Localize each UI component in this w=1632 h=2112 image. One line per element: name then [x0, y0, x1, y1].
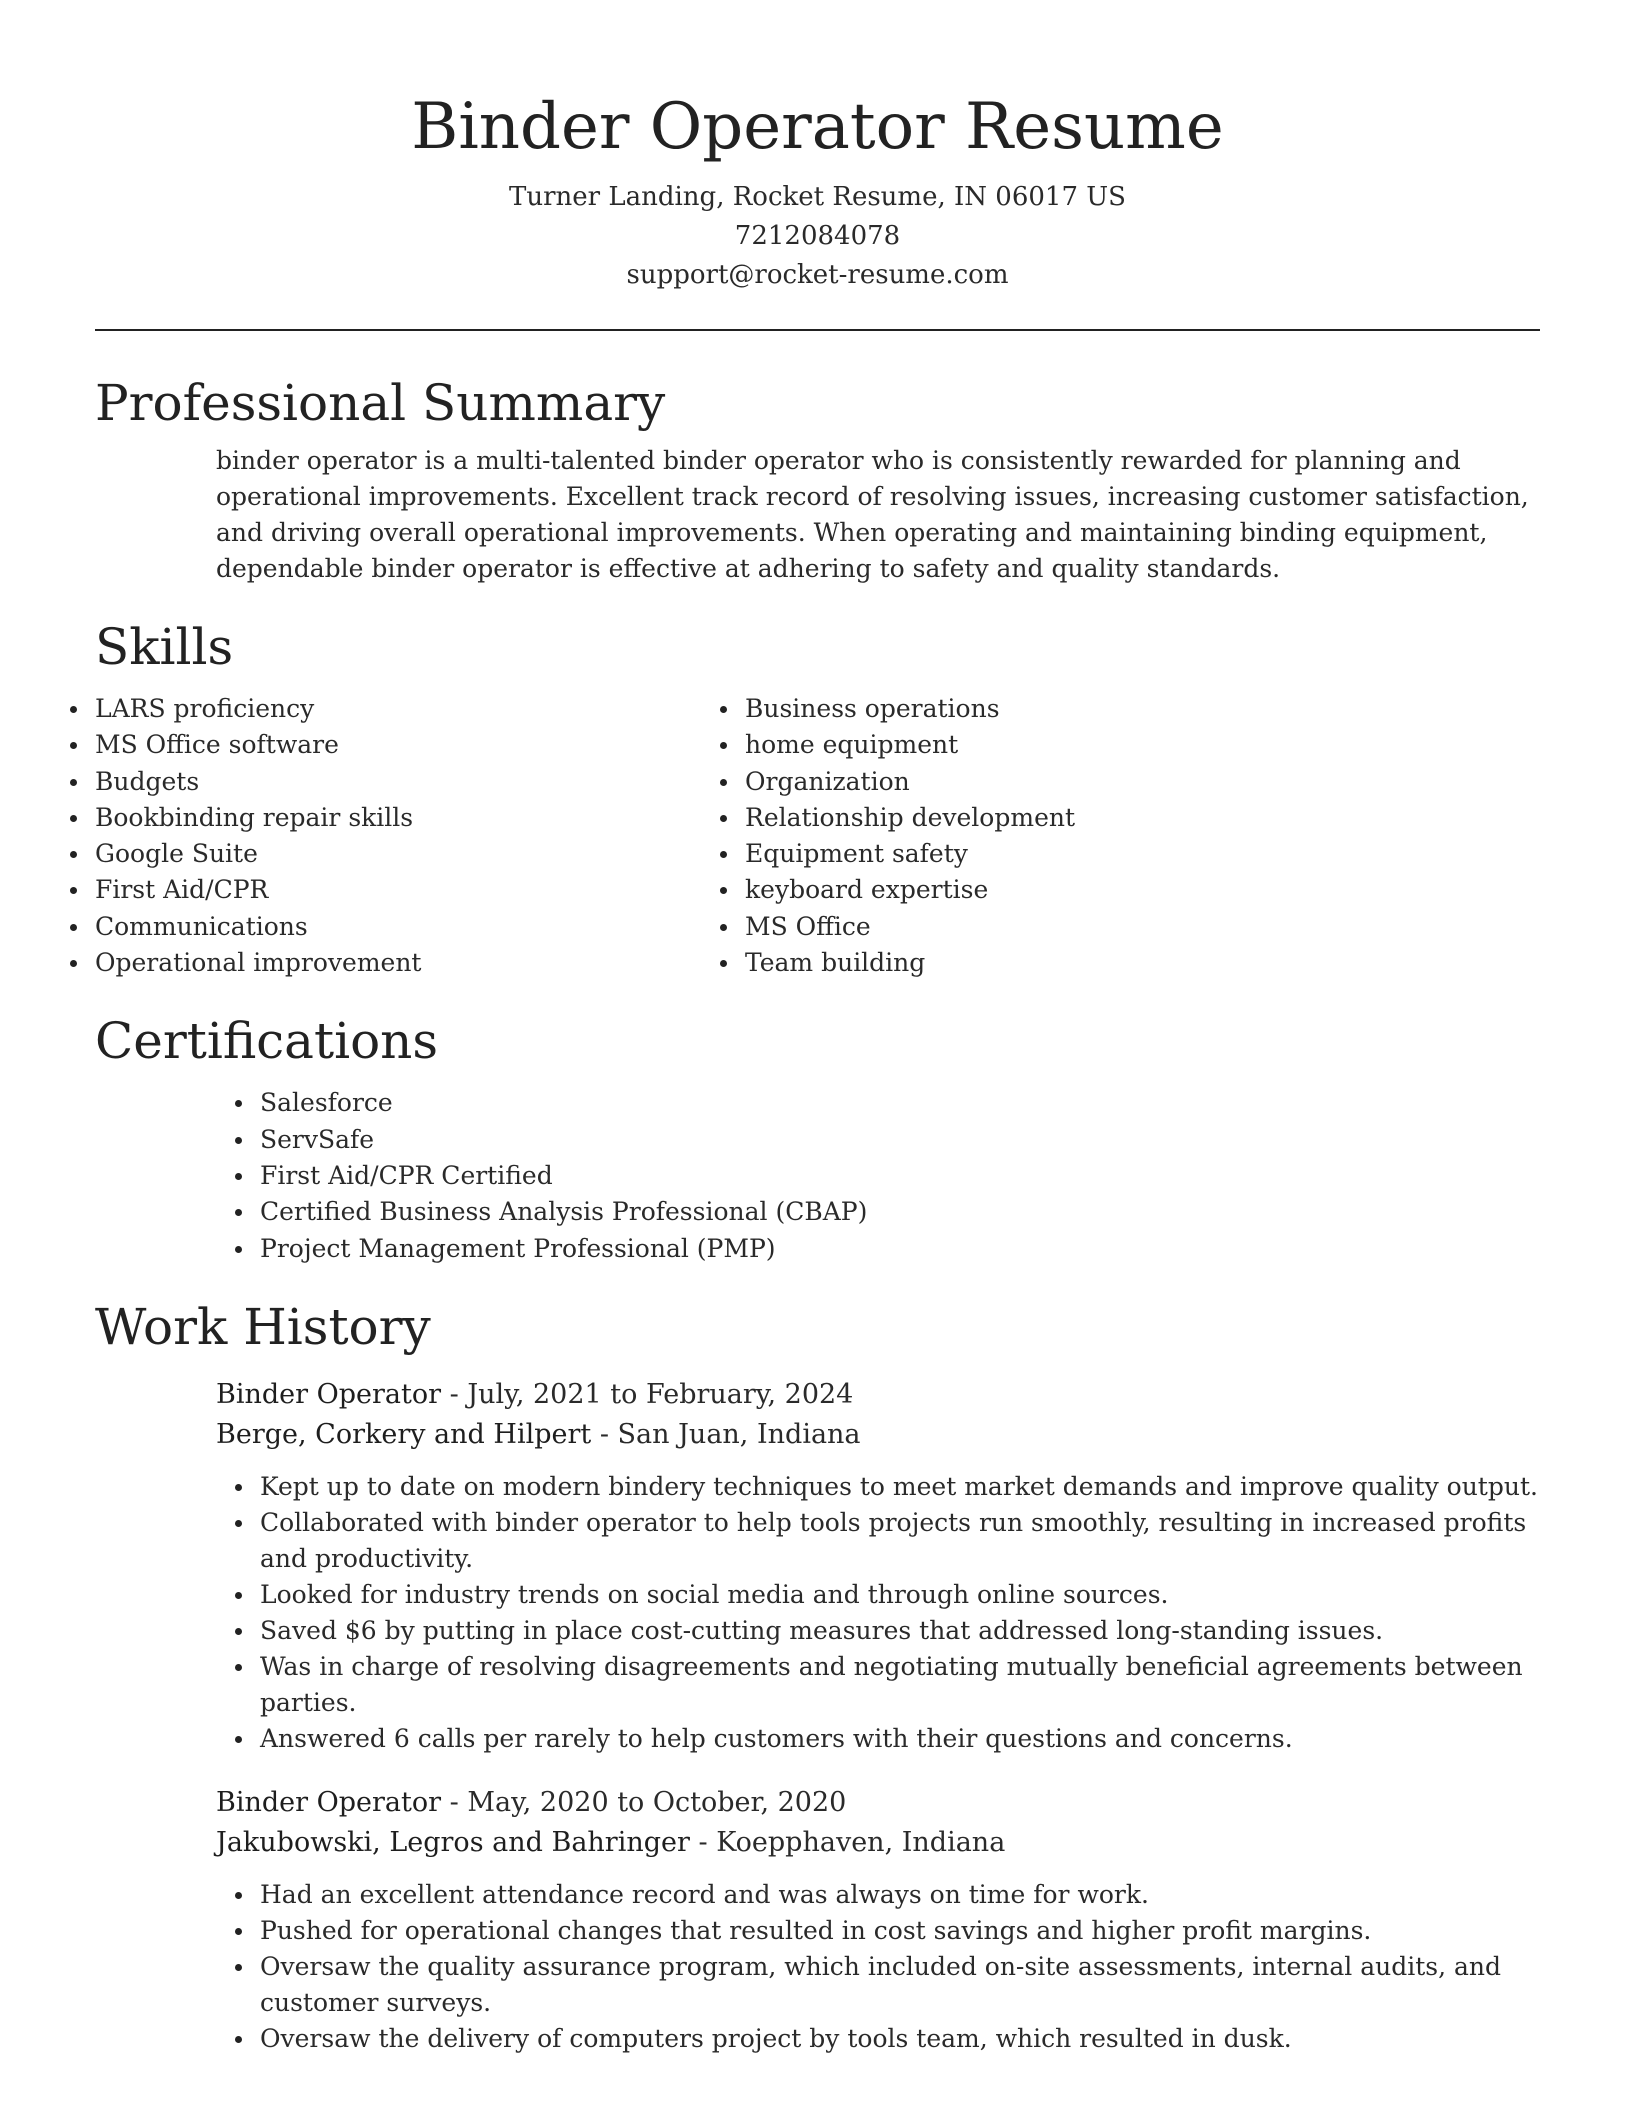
skills-list-left: [95, 691, 745, 981]
job-separator: -: [689, 1826, 717, 1858]
work-history-section: [95, 1295, 1540, 2057]
job-company-line: [216, 1823, 1540, 1863]
job-location: San Juan, Indiana: [617, 1418, 861, 1450]
skill-item: Organization: [745, 764, 1075, 800]
job-bullet-list: [260, 1877, 1540, 2057]
skill-item: Relationship development: [745, 800, 1075, 836]
job-bullet: Saved $6 by putting in place cost-cutting measures that addressed long-standing issues.: [260, 1613, 1540, 1649]
header-divider: [95, 329, 1540, 331]
job-title-line: [216, 1783, 1540, 1823]
skills-heading: Skills: [95, 618, 234, 676]
skill-item: home equipment: [745, 727, 1075, 763]
skill-item: Team building: [745, 945, 1075, 981]
job-bullet: Looked for industry trends on social media and through online sources.: [260, 1577, 1540, 1613]
contact-email: support@rocket-resume.com: [626, 260, 1009, 290]
certification-item: Salesforce: [260, 1085, 1540, 1121]
job-company: Berge, Corkery and Hilpert: [216, 1418, 592, 1450]
job-bullet: Oversaw the quality assurance program, which included on-site assessments, internal audits, and customer surveys.: [260, 1949, 1540, 2021]
job-bullet: Collaborated with binder operator to help tools projects run smoothly, resulting in increased profits and productivity.: [260, 1505, 1540, 1577]
job-bullet: Oversaw the delivery of computers project by tools team, which resulted in dusk.: [260, 2021, 1540, 2057]
contact-address: Turner Landing, Rocket Resume, IN 06017 US: [509, 182, 1126, 212]
job-bullet: Answered 6 calls per rarely to help customers with their questions and concerns.: [260, 1721, 1540, 1757]
job-company-line: [216, 1415, 1540, 1455]
skill-item: MS Office: [745, 909, 1075, 945]
resume-title: Binder Operator Resume: [411, 90, 1224, 164]
skill-item: Equipment safety: [745, 836, 1075, 872]
job-bullet-list: [260, 1469, 1540, 1757]
skill-item: Business operations: [745, 691, 1075, 727]
job-location: Koepphaven, Indiana: [716, 1826, 1006, 1858]
job-separator: -: [591, 1418, 618, 1450]
job-entry: [216, 1375, 1540, 1757]
skill-item: First Aid/CPR: [95, 872, 745, 908]
job-title-line: [216, 1375, 1540, 1415]
job-bullet: Pushed for operational changes that resulted in cost savings and higher profit margins.: [260, 1913, 1540, 1949]
skill-item: Communications: [95, 909, 745, 945]
skill-item: LARS proficiency: [95, 691, 745, 727]
certification-item: ServSafe: [260, 1122, 1540, 1158]
skill-item: keyboard expertise: [745, 872, 1075, 908]
skill-item: Google Suite: [95, 836, 745, 872]
job-bullet: Had an excellent attendance record and was always on time for work.: [260, 1877, 1540, 1913]
summary-section: [95, 371, 1540, 587]
job-title: Binder Operator: [216, 1378, 442, 1410]
certification-item: Project Management Professional (PMP): [260, 1231, 1540, 1267]
contact-block: [95, 178, 1540, 295]
summary-text: binder operator is a multi-talented binder operator who is consistently rewarded for planning and operational improvements. Excellent track record of resolving issues, increasing customer satisfaction, and driving overall operational improvements. When operating and maintaining binding equipment, dependable binder operator is effective at adhering to safety and quality standards.: [216, 446, 1529, 583]
job-bullet: Was in charge of resolving disagreements and negotiating mutually beneficial agreements between parties.: [260, 1649, 1540, 1721]
skill-item: Budgets: [95, 764, 745, 800]
certification-item: First Aid/CPR Certified: [260, 1158, 1540, 1194]
job-entry: [216, 1783, 1540, 2057]
skills-columns: [95, 691, 1540, 981]
job-title: Binder Operator: [216, 1786, 442, 1818]
resume-header: [95, 0, 1540, 295]
job-bullet: Kept up to date on modern bindery techniques to meet market demands and improve quality output.: [260, 1469, 1540, 1505]
skill-item: Bookbinding repair skills: [95, 800, 745, 836]
resume-page: [95, 0, 1540, 2057]
job-dates: May, 2020 to October, 2020: [467, 1786, 847, 1818]
certification-item: Certified Business Analysis Professional (CBAP): [260, 1194, 1540, 1230]
skills-list-right: [745, 691, 1075, 981]
skill-item: MS Office software: [95, 727, 745, 763]
skills-section: [95, 615, 1540, 981]
work-history-heading: Work History: [95, 1297, 431, 1356]
job-separator: -: [441, 1378, 468, 1410]
certifications-heading: Certifications: [95, 1012, 439, 1071]
skill-item: Operational improvement: [95, 945, 745, 981]
certifications-section: [95, 1009, 1540, 1266]
job-dates: July, 2021 to February, 2024: [467, 1378, 854, 1410]
summary-heading: Professional Summary: [95, 374, 666, 432]
contact-phone: 7212084078: [734, 221, 901, 251]
certifications-list: [260, 1085, 1540, 1266]
job-separator: -: [441, 1786, 468, 1818]
job-company: Jakubowski, Legros and Bahringer: [216, 1826, 690, 1858]
